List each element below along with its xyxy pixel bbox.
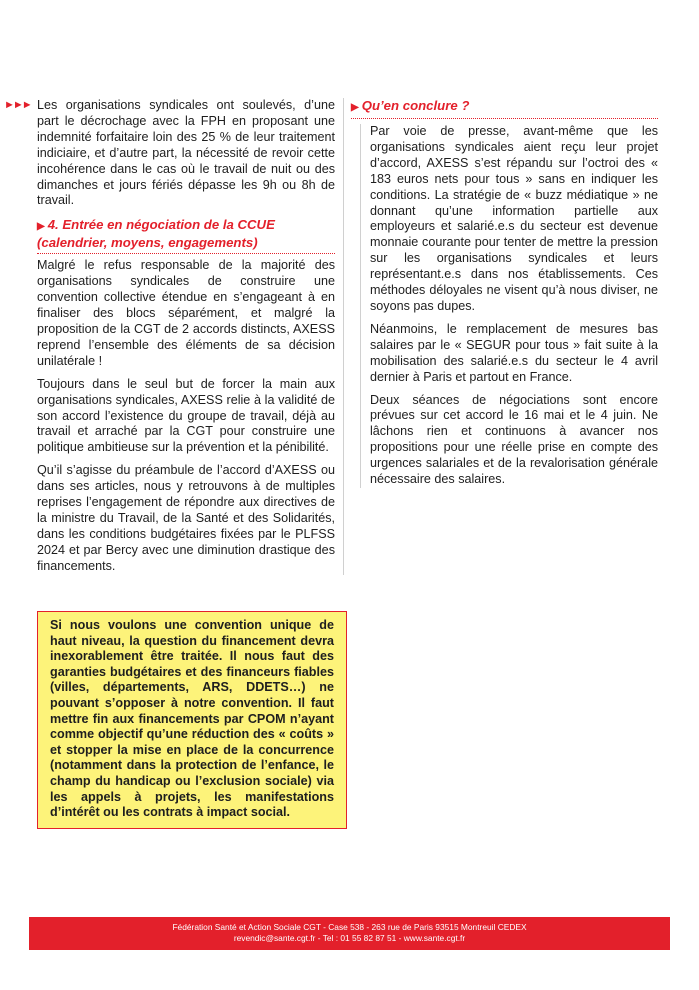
left-paragraph-1: Malgré le refus responsable de la majorité des organisations syndicales de construire une convention collective étendue en s’engageant à en finaliser des blocs séparément, et malgré la proposition de la CGT de 2 accords distincts, AXESS reprend l’ensemble des éléments de sa décision unilatérale ! — [37, 258, 335, 368]
right-column-body — [360, 124, 658, 488]
right-paragraph-2: Néanmoins, le remplacement de mesures bas salaires par le « SEGUR pour tous » fait suite à la mobilisation des salarié.e.s du secteur le 4 avril dernier à Paris et partout en France. — [370, 321, 658, 384]
triangle-bullet-icon: ▶ — [37, 221, 45, 233]
footer-contact: revendic@sante.cgt.fr - Tel : 01 55 82 87 51 - www.sante.cgt.fr — [233, 933, 466, 943]
section-4-heading-text: 4. Entrée en négociation de la CCUE (calendrier, moyens, engagements) — [37, 217, 275, 251]
section-4-heading — [37, 217, 335, 254]
left-paragraph-3: Qu’il s’agisse du préambule de l’accord d’AXESS ou dans ses articles, nous y retrouvons à de multiples reprises l’engagement de répondre aux directives de la ministre du Travail, de la Santé et des Solidarités, dans les conditions budgétaires fixées par le PLFSS 2024 et par Bercy avec une diminution drastique des financements. — [37, 463, 335, 573]
footer-banner — [29, 917, 670, 950]
left-paragraph-2: Toujours dans le seul but de forcer la main aux organisations syndicales, AXESS relie à la validité de son accord l’existence du groupe de travail, déjà au travail et arraché par la CGT pour construire une politique ambitieuse sur la prévention et la pénibilité. — [37, 376, 335, 455]
footer-address: Fédération Santé et Action Sociale CGT - Case 538 - 263 rue de Paris 93515 Montreuil CEDEX — [172, 922, 527, 932]
conclusion-heading — [351, 98, 658, 119]
right-column — [351, 98, 658, 488]
conclusion-heading-text: Qu’en conclure ? — [361, 98, 470, 113]
triangle-bullet-icon: ▶ — [351, 102, 359, 113]
intro-block — [4, 98, 335, 209]
intro-paragraph: Les organisations syndicales ont soulevés, d’une part le décrochage avec la FPH en proposant une indemnité forfaitaire loin des 25 % de leur traitement indiciaire, et d’autre part, la nécessité de revoir cette incohérence dans le cas où le travail de nuit ou des dimanches et jours fériés dépasse les 9h ou 8h de travail. — [37, 98, 335, 208]
left-column — [4, 98, 344, 575]
triple-chevron-icon: ►►► — [4, 99, 31, 111]
right-paragraph-3: Deux séances de négociations sont encore prévues sur cet accord le 16 mai et le 4 juin. Ne lâchons rien et continuons à avancer nos propositions pour une réelle prise en compte des urgences salariales et de la revalorisation générale nécessaire des salaires. — [370, 392, 658, 487]
right-paragraph-1: Par voie de presse, avant-même que les organisations syndicales aient reçu leur projet d’accord, AXESS s’est répandu sur l’octroi des « 183 euros nets pour tous » sans en indiquer les conditions. La stratégie de « buzz médiatique » ne donnant qu’une information partielle aux employeurs et salarié.e.s du secteur est devenue monnaie courante pour tenter de mettre la pression sur les organisations syndicales et leurs représentant.e.s dans nos établissements. Ces méthodes déloyales ne visent qu’à nous diviser, ne soyons pas dupes. — [370, 124, 658, 313]
left-column-body — [4, 98, 344, 575]
financing-callout-box — [37, 611, 347, 829]
callout-text: Si nous voulons une convention unique de haut niveau, la question du financement devra inexorablement être traitée. Il nous faut des garanties budgétaires et des financeurs fiables (villes, départements, ARS, DDETS…) ne pouvant s’opposer à notre convention. Il faut mettre fin aux financements par CPOM n’ayant comme objectif qu’une réduction des « coûts » et stopper la mise en place de la concurrence (notamment dans la protection de l’enfance, le champ du handicap ou l’exclusion sociale) via les appels à projets, les manifestations d’intérêt ou les contrats à impact social. — [50, 618, 334, 820]
